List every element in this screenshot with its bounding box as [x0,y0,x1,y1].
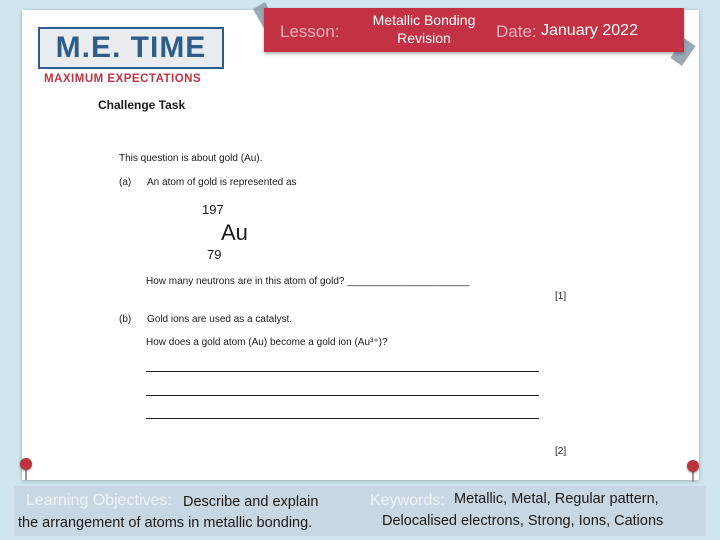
question-a: How many neutrons are in this atom of gold? ______________________ [146,276,470,287]
objectives-label: Learning Objectives: [26,492,172,509]
marks-a: [1] [555,291,567,302]
answer-line-1[interactable] [146,371,539,372]
mass-number: 197 [202,202,224,217]
challenge-heading: Challenge Task [98,98,186,112]
answer-line-3[interactable] [146,418,539,419]
question-intro: This question is about gold (Au). [119,153,263,164]
me-time-logo: M.E. TIME [38,27,224,69]
part-a-text: An atom of gold is represented as [147,177,297,188]
part-b-label: (b) [119,314,132,325]
date-label: Date: [496,22,537,41]
part-a-label: (a) [119,177,132,188]
keywords-line-2: Delocalised electrons, Strong, Ions, Cations [382,513,664,529]
objectives-line-2: the arrangement of atoms in metallic bonding. [18,515,313,531]
lesson-label: Lesson: [280,22,340,41]
keywords-line-1: Metallic, Metal, Regular pattern, [454,491,659,507]
answer-line-2[interactable] [146,395,539,396]
objectives-line-1: Describe and explain [183,494,319,510]
part-b-text: Gold ions are used as a catalyst. [147,314,293,325]
pin-right-icon [687,460,699,472]
lesson-title: Metallic Bonding Revision [372,12,476,46]
lesson-date: January 2022 [541,22,638,39]
pin-left-icon [20,458,32,470]
keywords-label: Keywords: [370,492,445,509]
logo-tagline: MAXIMUM EXPECTATIONS [44,73,202,85]
element-symbol: Au [221,220,248,245]
atomic-number: 79 [207,247,222,262]
question-b: How does a gold atom (Au) become a gold ion (Au³⁺)? [146,337,388,348]
marks-b: [2] [555,446,567,457]
